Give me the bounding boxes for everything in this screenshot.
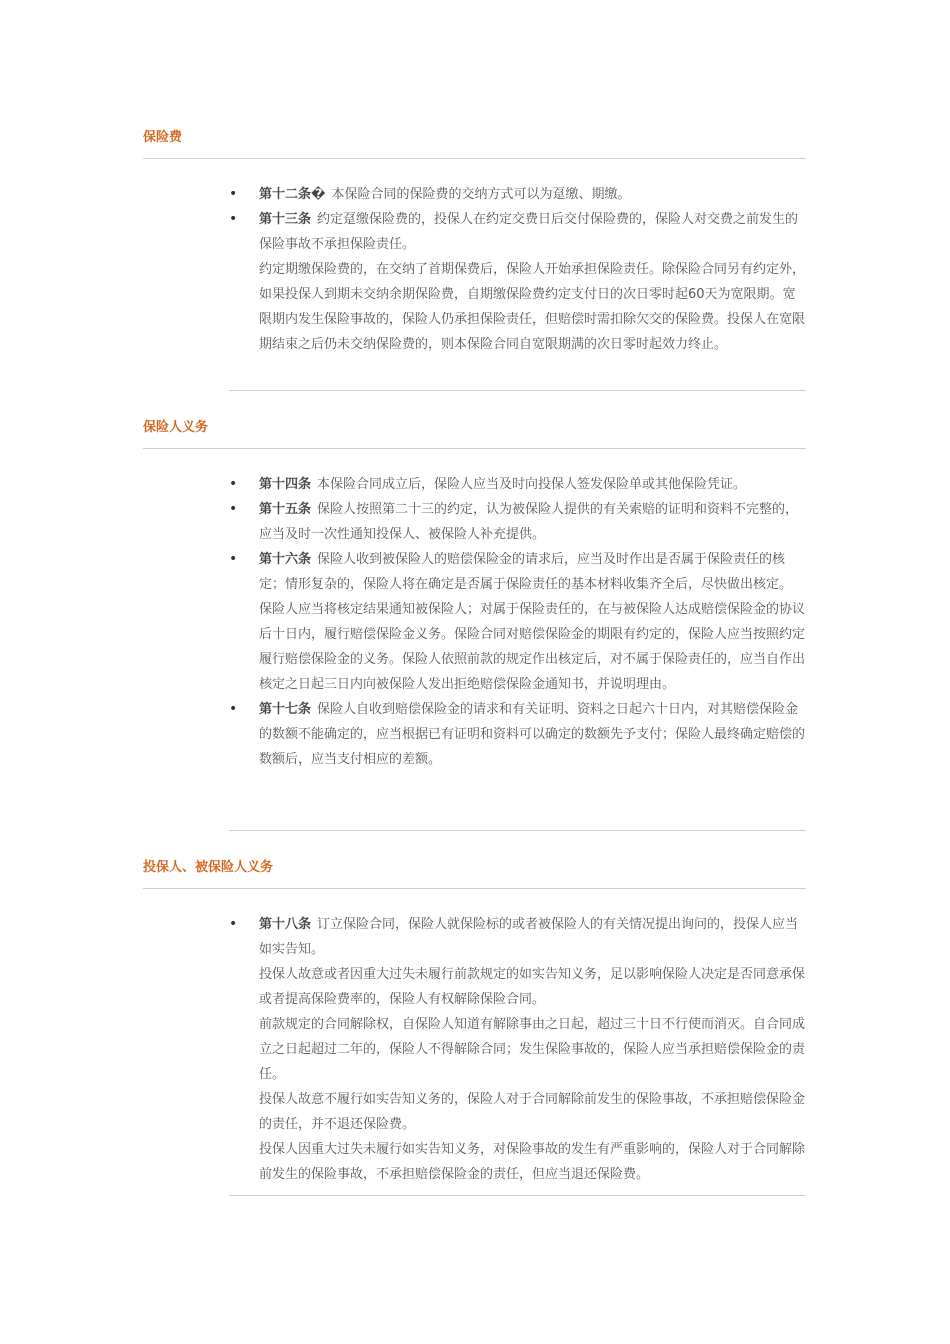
bullet-icon: • (229, 186, 238, 202)
article-number: 第十五条 (259, 502, 312, 517)
bullet-icon: • (229, 551, 238, 567)
section-title-premium: 保险费 (143, 130, 183, 145)
bullet-icon: • (229, 701, 238, 717)
article-number: 第十三条 (259, 212, 312, 227)
article-item (229, 697, 806, 772)
article-text: 前款规定的合同解除权，自保险人知道有解除事由之日起，超过三十日不行使而消灭。自合同成立之日起超过二年的，保险人不得解除合同；发生保险事故的，保险人应当承担赔偿保险金的责任。 (259, 1017, 806, 1082)
article-text: 投保人因重大过失未履行如实告知义务，对保险事故的发生有严重影响的，保险人对于合同解除前发生的保险事故，不承担赔偿保险金的责任，但应当退还保险费。 (259, 1142, 806, 1182)
article-text: 保险人按照第二十三的约定，认为被保险人提供的有关索赔的证明和资料不完整的，应当及时一次性通知投保人、被保险人补充提供。 (259, 502, 799, 542)
article-text: 保险人收到被保险人的赔偿保险金的请求后，应当及时作出是否属于保险责任的核定；情形复杂的，保险人将在确定是否属于保险责任的基本材料收集齐全后，尽快做出核定。 (259, 552, 793, 592)
article-number: 第十六条 (259, 552, 312, 567)
section-divider (143, 448, 806, 449)
section-divider (143, 158, 806, 159)
article-text: 保险人应当将核定结果通知被保险人；对属于保险责任的，在与被保险人达成赔偿保险金的协议后十日内，履行赔偿保险金义务。保险合同对赔偿保险金的期限有约定的，保险人应当按照约定履行赔偿保险金的义务。保险人依照前款的规定作出核定后，对不属于保险责任的，应当自作出核定之日起三日内向被保险人发出拒绝赔偿保险金通知书，并说明理由。 (259, 602, 806, 692)
bullet-icon: • (229, 476, 238, 492)
article-item (229, 182, 806, 207)
article-number: 第十七条 (259, 702, 312, 717)
article-list (229, 182, 806, 357)
article-text: 保险人自收到赔偿保险金的请求和有关证明、资料之日起六十日内，对其赔偿保险金的数额不能确定的，应当根据已有证明和资料可以确定的数额先予支付；保险人最终确定赔偿的数额后，应当支付相应的差额。 (259, 702, 806, 767)
bullet-icon: • (229, 916, 238, 932)
list-divider (229, 390, 806, 391)
article-text: 投保人故意不履行如实告知义务的，保险人对于合同解除前发生的保险事故，不承担赔偿保险金的责任，并不退还保险费。 (259, 1092, 806, 1132)
article-text: 本保险合同的保险费的交纳方式可以为趸缴、期缴。 (331, 187, 631, 202)
list-divider (229, 1195, 806, 1196)
bullet-icon: • (229, 501, 238, 517)
article-text: 订立保险合同，保险人就保险标的或者被保险人的有关情况提出询问的，投保人应当如实告知。 (259, 917, 799, 957)
section-title-policyholder-obligations: 投保人、被保险人义务 (143, 860, 274, 875)
article-item (229, 547, 806, 697)
article-text: 约定趸缴保险费的，投保人在约定交费日后交付保险费的，保险人对交费之前发生的保险事故不承担保险责任。 (259, 212, 799, 252)
article-number: 第十二条� (259, 187, 326, 202)
article-number: 第十八条 (259, 917, 312, 932)
article-text: 本保险合同成立后，保险人应当及时向投保人签发保险单或其他保险凭证。 (317, 477, 747, 492)
bullet-icon: • (229, 211, 238, 227)
article-item (229, 472, 806, 497)
article-text: 约定期缴保险费的，在交纳了首期保费后，保险人开始承担保险责任。除保险合同另有约定外，如果投保人到期未交纳余期保险费，自期缴保险费约定支付日的次日零时起60天为宽限期。宽限期内发生保险事故的，保险人仍承担保险责任，但赔偿时需扣除欠交的保险费。投保人在宽限期结束之后仍未交纳保险费的，则本保险合同自宽限期满的次日零时起效力终止。 (259, 262, 806, 352)
article-text: 投保人故意或者因重大过失未履行前款规定的如实告知义务，足以影响保险人决定是否同意承保或者提高保险费率的，保险人有权解除保险合同。 (259, 967, 806, 1007)
section-divider (143, 888, 806, 889)
article-list (229, 912, 806, 1187)
article-item (229, 207, 806, 357)
article-number: 第十四条 (259, 477, 312, 492)
section-title-insurer-obligations: 保险人义务 (143, 420, 209, 435)
list-divider (229, 830, 806, 831)
article-list (229, 472, 806, 772)
article-item (229, 497, 806, 547)
article-item (229, 912, 806, 1187)
